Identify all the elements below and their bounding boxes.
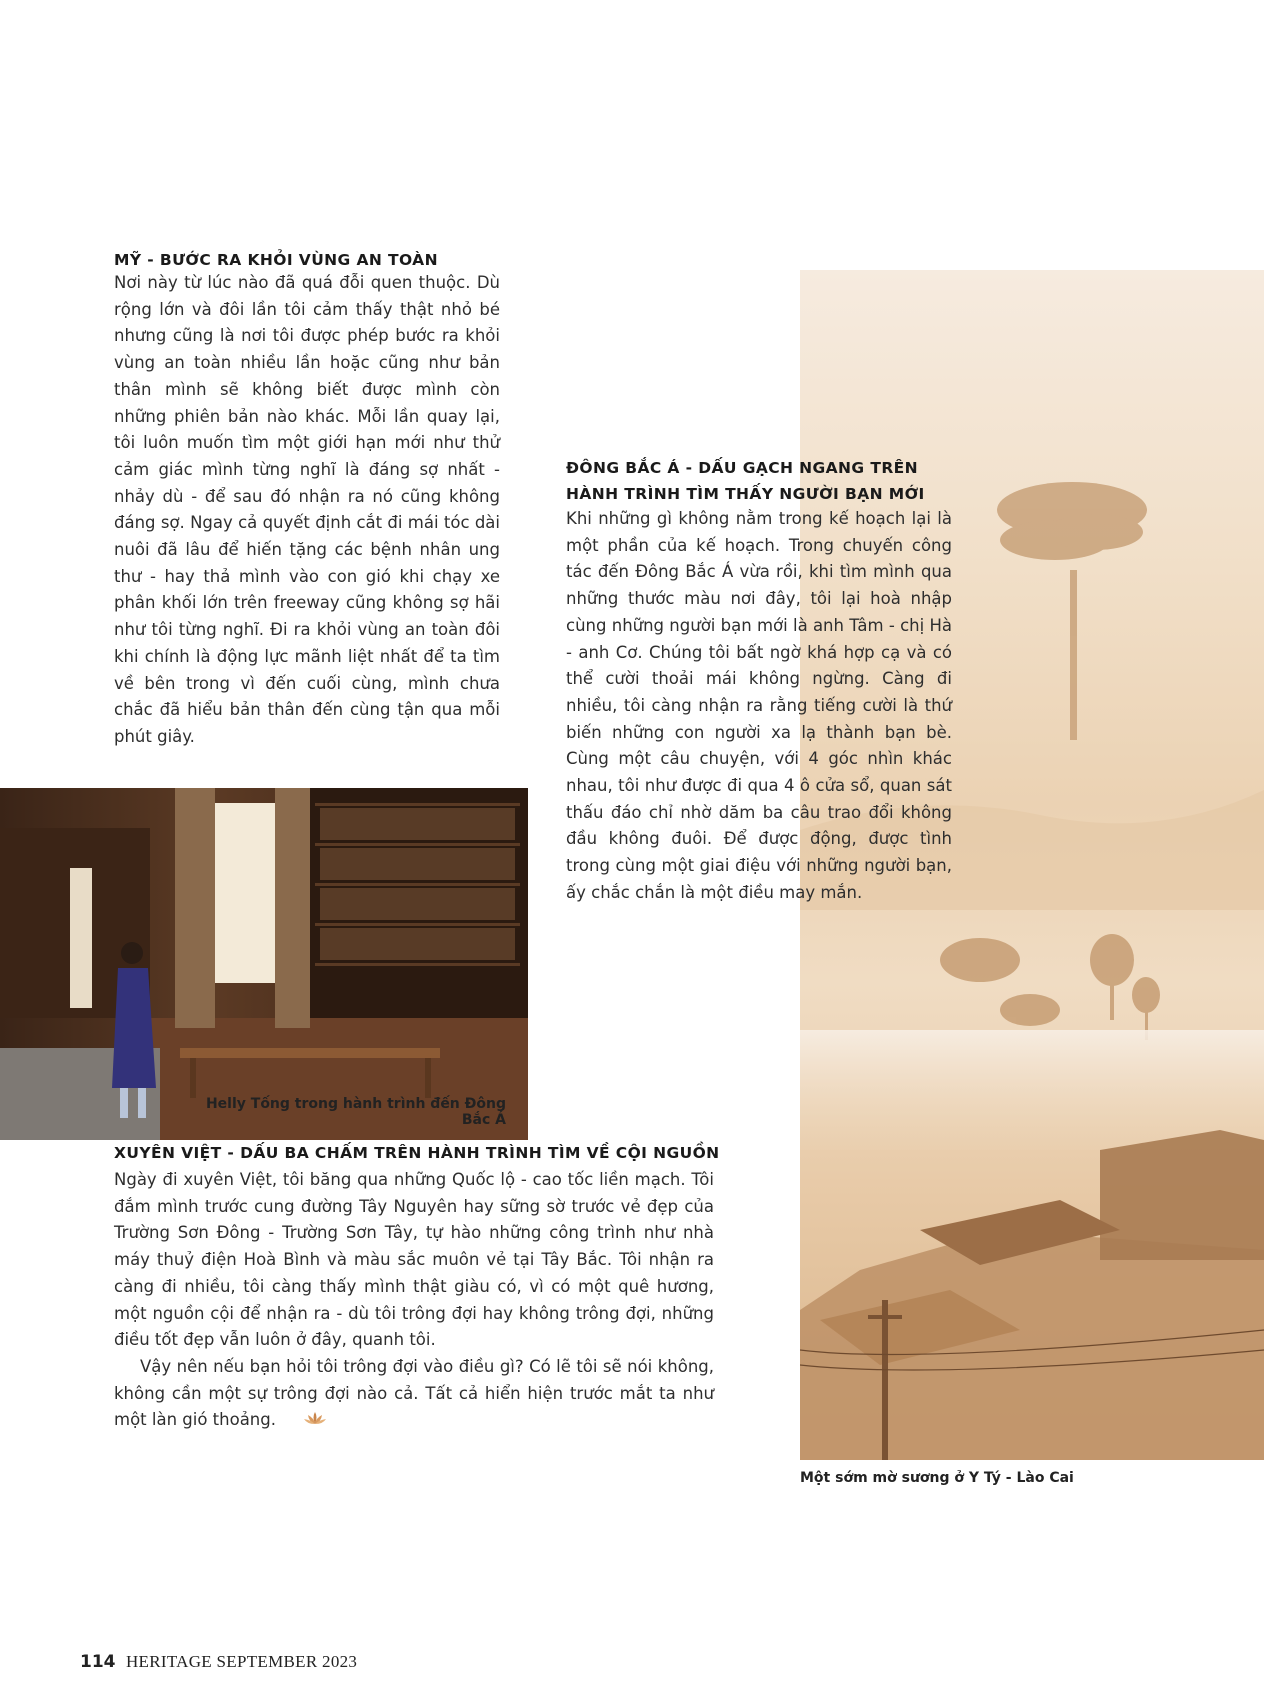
lotus-icon xyxy=(278,1407,326,1434)
section-heading-vietnam: XUYÊN VIỆT - DẤU BA CHẤM TRÊN HÀNH TRÌNH TÌM VỀ CỘI NGUỒN xyxy=(114,1144,720,1162)
page-number: 114 xyxy=(80,1652,116,1672)
caption-library: Helly Tống trong hành trình đến Đông Bắc Á xyxy=(205,1096,506,1128)
page-footer xyxy=(80,1652,357,1672)
section-body-usa: Nơi này từ lúc nào đã quá đỗi quen thuộc. Dù rộng lớn và đôi lần tôi cảm thấy thật nhỏ bé nhưng cũng là nơi tôi được phép bước ra khỏi vùng an toàn nhiều lần hoặc cũng như bản thân mình sẽ không biết được mình còn những phiên bản nào khác. Mỗi lần quay lại, tôi luôn muốn tìm một giới hạn mới như thử cảm giác mình từng nghĩ là đáng sợ nhất - nhảy dù - để sau đó nhận ra nó cũng không đáng sợ. Ngay cả quyết định cắt đi mái tóc dài nuôi đã lâu để hiến tặng các bệnh nhân ung thư - hay thả mình vào con gió khi chạy xe phân khối lớn trên freeway cũng không sợ hãi như tôi từng nghĩ. Đi ra khỏi vùng an toàn đôi khi chính là động lực mãnh liệt nhất để ta tìm về bên trong vì đến cuối cùng, mình chưa chắc đã hiểu bản thân đến cùng tận qua mỗi phút giây. xyxy=(114,273,500,746)
section-body-vietnam xyxy=(114,1167,714,1434)
section-heading-usa: MỸ - BƯỚC RA KHỎI VÙNG AN TOÀN xyxy=(114,251,438,269)
caption-fog: Một sớm mờ sương ở Y Tý - Lào Cai xyxy=(800,1470,1074,1486)
section-body-vietnam-para1: Ngày đi xuyên Việt, tôi băng qua những Quốc lộ - cao tốc liền mạch. Tôi đắm mình trước cung đường Tây Nguyên hay sững sờ trước vẻ đẹp của Trường Sơn Đông - Trường Sơn Tây, tự hào những công trình như nhà máy thuỷ điện Hoà Bình và màu sắc muôn vẻ tại Tây Bắc. Tôi nhận ra càng đi nhiều, tôi càng thấy mình thật giàu có, vì có một quê hương, một nguồn cội để nhận ra - dù tôi trông đợi hay không trông đợi, những điều tốt đẹp vẫn luôn ở đây, quanh tôi. xyxy=(114,1170,714,1350)
section-heading-northeast-line1: ĐÔNG BẮC Á - DẤU GẠCH NGANG TRÊN xyxy=(566,459,919,477)
section-body-northeast: Khi những gì không nằm trong kế hoạch lại là một phần của kế hoạch. Trong chuyến công tác đến Đông Bắc Á vừa rồi, khi tìm mình qua những thước màu nơi đây, tôi lại hoà nhập cùng những người bạn mới là anh Tâm - chị Hà - anh Cơ. Chúng tôi bất ngờ khá hợp cạ và có thể cười thoải mái không ngừng. Càng đi nhiều, tôi càng nhận ra rằng tiếng cười là thứ biến những con người xa lạ thành bạn bè. Cùng một câu chuyện, với 4 góc nhìn khác nhau, tôi như được đi qua 4 ô cửa sổ, quan sát thấu đáo chỉ nhờ dăm ba câu trao đổi không đầu không đuôi. Để được động, được tình trong cùng một giai điệu với những người bạn, ấy chắc chắn là một điều may mắn. xyxy=(566,509,952,902)
section-body-vietnam-para2-wrap xyxy=(114,1354,714,1434)
section-heading-northeast-line2: HÀNH TRÌNH TÌM THẤY NGƯỜI BẠN MỚI xyxy=(566,485,925,503)
library-photo xyxy=(0,788,528,1140)
magazine-name: HERITAGE SEPTEMBER 2023 xyxy=(125,1652,358,1671)
library-illustration xyxy=(0,788,528,1140)
section-heading-northeast xyxy=(566,455,966,507)
section-body-vietnam-para2: Vậy nên nếu bạn hỏi tôi trông đợi vào điều gì? Có lẽ tôi sẽ nói không, không cần một sự trông đợi nào cả. Tất cả hiển hiện trước mắt ta như một làn gió thoảng. xyxy=(114,1356,714,1430)
